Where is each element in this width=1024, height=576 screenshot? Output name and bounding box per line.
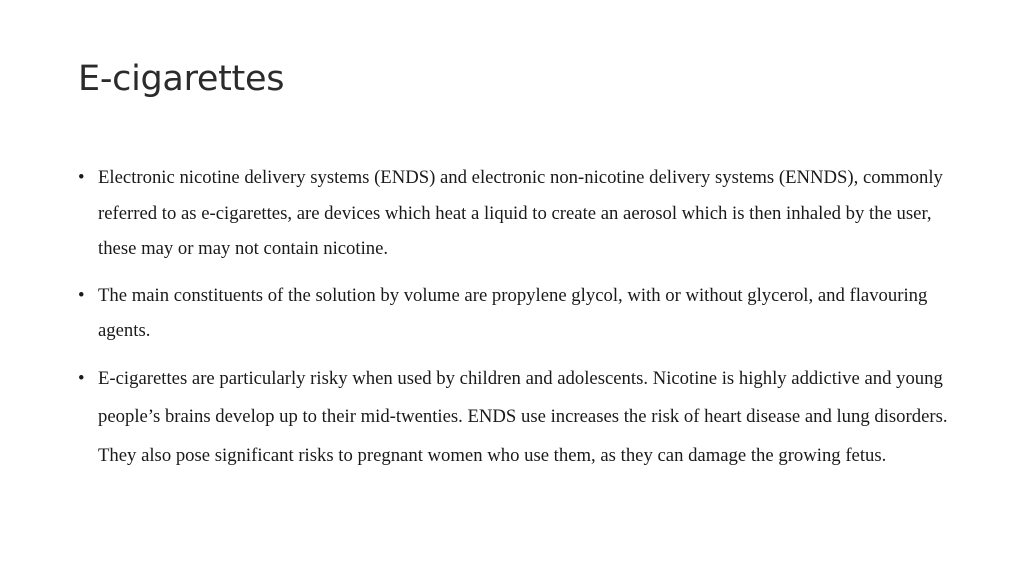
bullet-icon: • — [78, 367, 85, 389]
bullet-icon: • — [78, 167, 85, 188]
bullet-text: The main constituents of the solution by volume are propylene glycol, with or without glycerol, and flavouring agents. — [98, 284, 928, 341]
bullet-text: E-cigarettes are particularly risky when used by children and adolescents. Nicotine is highly addictive and young people’s brains develop up to their mid-twenties. ENDS use increases the risk of heart disease and lung disorders. They also pose significant risks to pregnant women who use them, as they can damage the growing fetus. — [98, 367, 948, 466]
bullet-item — [78, 160, 948, 267]
bullet-list — [78, 160, 948, 475]
slide-title: E-cigarettes — [78, 59, 285, 99]
bullet-icon: • — [78, 284, 85, 306]
bullet-text: Electronic nicotine delivery systems (ENDS) and electronic non-nicotine delivery systems (ENNDS), commonly referred to as e-cigarettes, are devices which heat a liquid to create an aerosol which is then inhaled by the user, these may or may not contain nicotine. — [98, 167, 943, 259]
bullet-item — [78, 360, 948, 476]
bullet-item — [78, 278, 948, 349]
